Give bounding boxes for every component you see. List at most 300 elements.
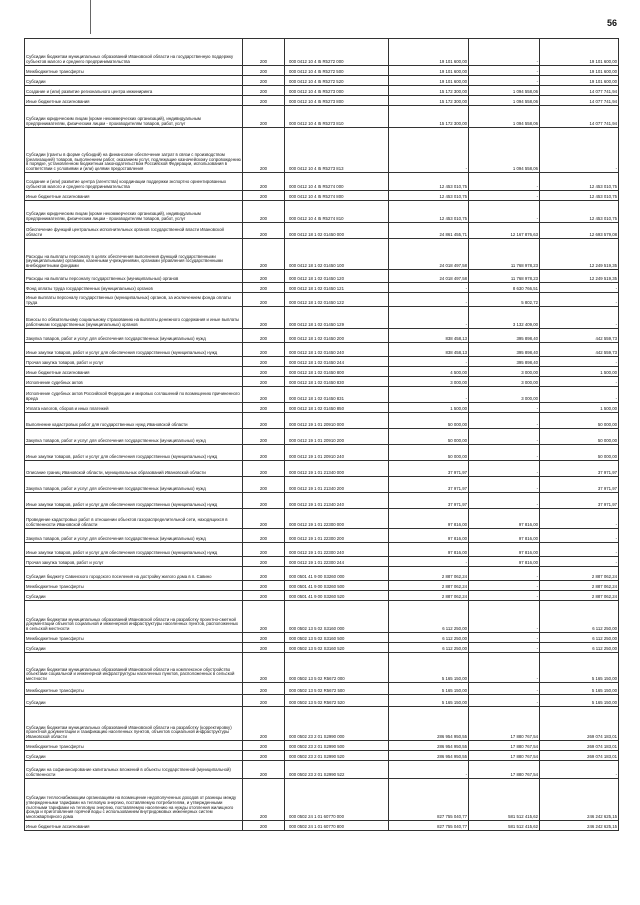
table-row [25, 461, 619, 477]
row-code: 200 [243, 429, 285, 445]
row-kbk: 000 0412 18 1 02 01450 240 [285, 343, 389, 357]
row-name: Уплата налогов, сборов и иных платежей [25, 403, 243, 413]
row-assigned: 50 000,00 [389, 413, 469, 429]
row-remaining: - [540, 543, 619, 557]
row-name: Закупка товаров, работ и услуг для обеспечения государственных (муниципальных) нужд [25, 477, 243, 493]
row-remaining: 269 074 183,01 [540, 707, 619, 741]
row-executed: 3 000,00 [469, 377, 540, 387]
row-executed: 97 816,00 [469, 557, 540, 567]
row-kbk: 000 0502 13 5 02 S3160 520 [285, 643, 389, 653]
row-name: Закупка товаров, работ и услуг для обеспечения государственных (муниципальных) нужд [25, 529, 243, 543]
row-name: Субсидии бюджетам муниципальных образований Ивановской области на государственную поддержку субъектов малого и среднего предпринимательства [25, 39, 243, 66]
row-code: 200 [243, 707, 285, 741]
row-remaining: 37 971,97 [540, 477, 619, 493]
row-remaining: 19 101 600,00 [540, 39, 619, 66]
row-code: 200 [243, 66, 285, 76]
table-row [25, 779, 619, 821]
row-kbk: 000 0412 10 4 I5 R5272 000 [285, 39, 389, 66]
row-name: Описание границ Ивановской области, муниципальных образований Ивановской области [25, 461, 243, 477]
row-code: 200 [243, 741, 285, 751]
table-row [25, 445, 619, 461]
table-row [25, 413, 619, 429]
row-kbk: 000 0412 10 4 I5 R5273 800 [285, 96, 389, 106]
row-name: Субсидии [25, 751, 243, 761]
row-assigned: 838 458,13 [389, 329, 469, 343]
row-kbk: 000 0412 19 1 01 21340 200 [285, 477, 389, 493]
row-executed: - [469, 403, 540, 413]
table-row [25, 821, 619, 831]
row-code: 200 [243, 493, 285, 509]
row-assigned: 286 954 950,55 [389, 707, 469, 741]
row-executed: 11 768 978,23 [469, 270, 540, 283]
row-code: 200 [243, 86, 285, 96]
table-row [25, 307, 619, 329]
row-remaining: 14 077 741,94 [540, 86, 619, 96]
row-kbk: 000 0412 19 1 01 20910 240 [285, 445, 389, 461]
table-row [25, 173, 619, 191]
row-kbk: 000 0412 19 1 01 22300 200 [285, 529, 389, 543]
row-code: 200 [243, 529, 285, 543]
row-assigned: 97 816,00 [389, 543, 469, 557]
row-remaining: - [540, 128, 619, 173]
budget-execution-table [24, 38, 619, 831]
row-name: Иные закупки товаров, работ и услуг для обеспечения государственных (муниципальных) нужд [25, 343, 243, 357]
row-name: Иные закупки товаров, работ и услуг для обеспечения государственных (муниципальных) нужд [25, 543, 243, 557]
table-row [25, 76, 619, 86]
row-code: 200 [243, 445, 285, 461]
row-code: 200 [243, 413, 285, 429]
table-row [25, 429, 619, 445]
row-name: Межбюджетные трансферты [25, 683, 243, 695]
row-executed: 97 816,00 [469, 529, 540, 543]
table-row [25, 653, 619, 683]
row-assigned: - [389, 357, 469, 367]
table-row [25, 293, 619, 307]
table-row [25, 493, 619, 509]
row-kbk: 000 0412 18 1 02 01450 200 [285, 329, 389, 343]
row-assigned: 4 500,00 [389, 367, 469, 377]
row-kbk: 000 0412 10 4 I5 R5273 000 [285, 86, 389, 96]
row-assigned: 1 500,00 [389, 403, 469, 413]
row-kbk: 000 0412 19 1 01 20910 000 [285, 413, 389, 429]
row-remaining: 5 165 150,00 [540, 683, 619, 695]
row-remaining: 12 249 519,35 [540, 239, 619, 270]
row-kbk: 000 0502 23 2 01 S2990 500 [285, 741, 389, 751]
row-name: Иные закупки товаров, работ и услуг для обеспечения государственных (муниципальных) нужд [25, 445, 243, 461]
row-assigned: 827 755 040,77 [389, 779, 469, 821]
table-row [25, 695, 619, 707]
row-name: Межбюджетные трансферты [25, 741, 243, 751]
row-remaining: - [540, 557, 619, 567]
row-name: Закупка товаров, работ и услуг для обеспечения государственных (муниципальных) нужд [25, 429, 243, 445]
row-name: Исполнение судебных актов [25, 377, 243, 387]
row-remaining: 246 242 625,15 [540, 821, 619, 831]
row-assigned: 286 954 950,55 [389, 751, 469, 761]
row-kbk: 000 0412 18 1 02 01450 120 [285, 270, 389, 283]
row-code: 200 [243, 591, 285, 601]
table-row [25, 96, 619, 106]
row-executed: 11 768 978,23 [469, 239, 540, 270]
table-row [25, 683, 619, 695]
row-executed: 581 512 415,62 [469, 779, 540, 821]
row-kbk: 000 0412 19 1 01 20910 200 [285, 429, 389, 445]
row-kbk: 000 0412 10 4 I5 R5274 000 [285, 173, 389, 191]
row-assigned: 19 101 600,00 [389, 39, 469, 66]
row-code: 200 [243, 779, 285, 821]
row-remaining: 2 887 062,24 [540, 591, 619, 601]
scan-edge-mark [90, 0, 91, 34]
row-code: 200 [243, 543, 285, 557]
row-remaining: 5 165 150,00 [540, 695, 619, 707]
row-name: Создание и (или) развитие регионального центра инжиниринга [25, 86, 243, 96]
row-executed: 395 898,40 [469, 329, 540, 343]
row-executed: - [469, 413, 540, 429]
row-assigned: 37 971,97 [389, 461, 469, 477]
row-kbk: 000 0412 10 4 I5 R5274 800 [285, 191, 389, 201]
row-kbk: 000 0412 18 1 02 01450 830 [285, 377, 389, 387]
row-kbk: 000 0502 23 2 01 S2990 520 [285, 751, 389, 761]
row-name: Субсидии [25, 591, 243, 601]
row-code: 200 [243, 283, 285, 293]
row-kbk: 000 0412 10 4 I5 R5274 810 [285, 201, 389, 223]
row-code: 200 [243, 201, 285, 223]
row-code: 200 [243, 173, 285, 191]
table-row [25, 86, 619, 96]
table-row [25, 377, 619, 387]
row-code: 200 [243, 128, 285, 173]
row-executed: 97 816,00 [469, 543, 540, 557]
row-kbk: 000 0412 18 1 02 01450 129 [285, 307, 389, 329]
table-row [25, 403, 619, 413]
row-name: Расходы на выплаты персоналу государственных (муниципальных) органов [25, 270, 243, 283]
row-code: 200 [243, 239, 285, 270]
row-executed: - [469, 683, 540, 695]
row-kbk: 000 0412 18 1 02 01450 122 [285, 293, 389, 307]
row-assigned: 15 172 300,00 [389, 96, 469, 106]
row-code: 200 [243, 106, 285, 128]
row-kbk: 000 0502 24 1 01 60770 800 [285, 821, 389, 831]
row-remaining: 2 887 062,24 [540, 567, 619, 581]
table-row [25, 633, 619, 643]
row-executed: 5 802,72 [469, 293, 540, 307]
row-executed: - [469, 76, 540, 86]
row-name: Субсидии юридическим лицам (кроме некоммерческих организаций), индивидуальным предпринимателям, физическим лицам - производителям товаров, работ, услуг [25, 201, 243, 223]
row-name: Выполнение кадастровых работ для государственных нужд Ивановской области [25, 413, 243, 429]
row-name: Проведение кадастровых работ в отношении объектов газораспределительной сети, находящихся в собственности Ивановской области [25, 509, 243, 529]
row-assigned: 2 887 062,24 [389, 567, 469, 581]
row-remaining: - [540, 387, 619, 403]
row-remaining: 12 453 010,75 [540, 191, 619, 201]
row-remaining: 37 971,97 [540, 493, 619, 509]
row-assigned: 24 018 497,58 [389, 239, 469, 270]
row-name: Закупка товаров, работ и услуг для обеспечения государственных (муниципальных) нужд [25, 329, 243, 343]
row-assigned: 6 112 250,00 [389, 601, 469, 633]
row-code: 200 [243, 761, 285, 779]
row-remaining: - [540, 307, 619, 329]
row-remaining: - [540, 509, 619, 529]
row-remaining: 50 000,00 [540, 413, 619, 429]
row-name: Субсидии бюджетам муниципальных образований Ивановской области на разработку (корректировку) проектной документации и газификацию населенных пунктов, объектов социальной инфраструктуры Ивановской области [25, 707, 243, 741]
row-code: 200 [243, 96, 285, 106]
row-remaining: 12 453 010,75 [540, 201, 619, 223]
row-code: 200 [243, 653, 285, 683]
table-row [25, 270, 619, 283]
row-remaining: - [540, 293, 619, 307]
row-remaining: 1 500,00 [540, 403, 619, 413]
row-name: Прочая закупка товаров, работ и услуг [25, 557, 243, 567]
row-executed: 17 880 767,54 [469, 707, 540, 741]
row-remaining: 6 112 250,00 [540, 643, 619, 653]
page-number: 56 [607, 18, 618, 28]
row-remaining: - [540, 529, 619, 543]
table-row [25, 567, 619, 581]
row-code: 200 [243, 223, 285, 239]
row-assigned: 12 453 010,75 [389, 191, 469, 201]
table-row [25, 201, 619, 223]
table-row [25, 191, 619, 201]
table-row [25, 477, 619, 493]
row-code: 200 [243, 557, 285, 567]
row-kbk: 000 0412 18 1 02 01450 800 [285, 367, 389, 377]
table-row [25, 128, 619, 173]
row-code: 200 [243, 357, 285, 367]
row-kbk: 000 0412 18 1 02 01450 850 [285, 403, 389, 413]
row-executed: - [469, 445, 540, 461]
row-assigned: 37 971,97 [389, 493, 469, 509]
row-remaining: 442 559,73 [540, 343, 619, 357]
row-executed: 395 898,40 [469, 343, 540, 357]
row-kbk: 000 0412 19 1 01 22300 240 [285, 543, 389, 557]
row-executed: - [469, 493, 540, 509]
row-kbk: 000 0501 41 9 00 S3260 500 [285, 581, 389, 591]
row-remaining: 19 101 600,00 [540, 66, 619, 76]
row-assigned: - [389, 307, 469, 329]
row-executed: 12 167 876,63 [469, 223, 540, 239]
row-remaining: - [540, 283, 619, 293]
row-name: Межбюджетные трансферты [25, 633, 243, 643]
row-name: Межбюджетные трансферты [25, 66, 243, 76]
row-assigned: 37 971,97 [389, 477, 469, 493]
table-row [25, 283, 619, 293]
row-code: 200 [243, 821, 285, 831]
row-kbk: 000 0412 10 4 I5 R5272 520 [285, 76, 389, 86]
row-executed: 17 880 767,54 [469, 761, 540, 779]
table-row [25, 106, 619, 128]
row-code: 200 [243, 270, 285, 283]
row-assigned: 2 887 062,24 [389, 591, 469, 601]
row-assigned: 24 018 497,58 [389, 270, 469, 283]
row-remaining: 1 500,00 [540, 367, 619, 377]
row-remaining: 269 074 183,01 [540, 741, 619, 751]
row-executed: 8 630 766,51 [469, 283, 540, 293]
row-code: 200 [243, 695, 285, 707]
row-kbk: 000 0412 19 1 01 22300 000 [285, 509, 389, 529]
row-assigned: - [389, 128, 469, 173]
row-kbk: 000 0412 18 1 02 01450 244 [285, 357, 389, 367]
row-executed: - [469, 191, 540, 201]
row-remaining: 19 101 600,00 [540, 76, 619, 86]
row-remaining: 14 077 741,94 [540, 96, 619, 106]
table-row [25, 239, 619, 270]
row-name: Прочая закупка товаров, работ и услуг [25, 357, 243, 367]
row-assigned: 19 101 600,00 [389, 76, 469, 86]
row-remaining: 50 000,00 [540, 445, 619, 461]
row-name: Субсидии на софинансирование капитальных вложений в объекты государственной (муниципальной) собственности [25, 761, 243, 779]
row-code: 200 [243, 191, 285, 201]
row-code: 200 [243, 343, 285, 357]
row-name: Иные бюджетные ассигнования [25, 821, 243, 831]
row-assigned: - [389, 283, 469, 293]
table-row [25, 329, 619, 343]
row-code: 200 [243, 307, 285, 329]
row-remaining: 12 693 579,08 [540, 223, 619, 239]
row-kbk: 000 0502 13 5 02 R5672 000 [285, 653, 389, 683]
row-executed: - [469, 633, 540, 643]
row-name: Взносы по обязательному социальному страхованию на выплаты денежного содержания и иные выплаты работникам государственных (муниципальных) органов [25, 307, 243, 329]
row-remaining: 5 165 150,00 [540, 653, 619, 683]
table-row [25, 643, 619, 653]
row-kbk: 000 0502 13 5 02 S3160 500 [285, 633, 389, 643]
row-assigned: 286 954 950,55 [389, 741, 469, 751]
row-assigned: 5 165 150,00 [389, 653, 469, 683]
row-executed: 1 094 558,06 [469, 86, 540, 96]
row-executed: 97 816,00 [469, 509, 540, 529]
row-executed: - [469, 201, 540, 223]
row-remaining: 12 249 519,35 [540, 270, 619, 283]
table-row [25, 343, 619, 357]
table-row [25, 529, 619, 543]
row-assigned: 24 861 455,71 [389, 223, 469, 239]
row-assigned: 827 755 040,77 [389, 821, 469, 831]
row-assigned: 50 000,00 [389, 429, 469, 445]
row-code: 200 [243, 601, 285, 633]
row-remaining: 14 077 741,94 [540, 106, 619, 128]
table-row [25, 601, 619, 633]
row-name: Субсидии юридическим лицам (кроме некоммерческих организаций), индивидуальным предпринимателям, физическим лицам - производителям товаров, работ, услуг [25, 106, 243, 128]
row-executed: - [469, 477, 540, 493]
row-name: Иные бюджетные ассигнования [25, 96, 243, 106]
table-body [25, 39, 619, 831]
row-name: Обеспечение функций центральных исполнительных органов государственной власти Ивановской области [25, 223, 243, 239]
row-kbk: 000 0501 41 9 00 S3260 520 [285, 591, 389, 601]
row-code: 200 [243, 477, 285, 493]
row-kbk: 000 0502 23 2 01 S2990 522 [285, 761, 389, 779]
row-name: Иные бюджетные ассигнования [25, 191, 243, 201]
table-row [25, 357, 619, 367]
row-assigned: 12 453 010,75 [389, 201, 469, 223]
row-assigned: 5 165 150,00 [389, 695, 469, 707]
row-assigned: - [389, 293, 469, 307]
row-name: Субсидии бюджетам муниципальных образований Ивановской области на разработку проектно-сметной документации объектов социальной и инженерной инфраструктуры населенных пунктов, расположенных в сельской местности [25, 601, 243, 633]
row-executed: - [469, 429, 540, 445]
row-assigned: 50 000,00 [389, 445, 469, 461]
row-remaining: 37 971,97 [540, 461, 619, 477]
row-kbk: 000 0412 18 1 02 01450 121 [285, 283, 389, 293]
row-code: 200 [243, 461, 285, 477]
row-assigned: - [389, 761, 469, 779]
row-remaining: 6 112 250,00 [540, 633, 619, 643]
row-assigned: 97 816,00 [389, 509, 469, 529]
row-assigned: 6 112 250,00 [389, 633, 469, 643]
row-name: Субсидии [25, 695, 243, 707]
row-kbk: 000 0412 19 1 01 21340 000 [285, 461, 389, 477]
row-code: 200 [243, 293, 285, 307]
row-name: Иные закупки товаров, работ и услуг для обеспечения государственных (муниципальных) нужд [25, 493, 243, 509]
row-code: 200 [243, 377, 285, 387]
table-row [25, 557, 619, 567]
table-row [25, 543, 619, 557]
row-executed: 3 132 409,00 [469, 307, 540, 329]
row-code: 200 [243, 633, 285, 643]
row-executed: 395 898,40 [469, 357, 540, 367]
row-kbk: 000 0412 10 4 I5 R5273 810 [285, 106, 389, 128]
table-row [25, 39, 619, 66]
row-remaining: - [540, 377, 619, 387]
row-assigned: 838 458,13 [389, 343, 469, 357]
row-name: Субсидии [25, 643, 243, 653]
row-code: 200 [243, 367, 285, 377]
row-remaining: 246 242 625,15 [540, 779, 619, 821]
row-kbk: 000 0502 13 5 02 S3160 000 [285, 601, 389, 633]
row-assigned: - [389, 387, 469, 403]
row-kbk: 000 0412 18 1 02 01450 831 [285, 387, 389, 403]
row-code: 200 [243, 76, 285, 86]
row-kbk: 000 0412 10 4 I5 R5273 813 [285, 128, 389, 173]
table-row [25, 387, 619, 403]
row-assigned: 15 172 300,00 [389, 106, 469, 128]
row-assigned: 15 172 300,00 [389, 86, 469, 96]
table-row [25, 509, 619, 529]
row-name: Исполнение судебных актов Российской Федерации и мировых соглашений по возмещению причиненного вреда [25, 387, 243, 403]
row-code: 200 [243, 329, 285, 343]
table-row [25, 707, 619, 741]
row-assigned: 12 453 010,75 [389, 173, 469, 191]
table-row [25, 66, 619, 76]
row-code: 200 [243, 567, 285, 581]
row-kbk: 000 0412 19 1 01 22300 244 [285, 557, 389, 567]
row-executed: 581 512 415,62 [469, 821, 540, 831]
row-remaining: 12 453 010,75 [540, 173, 619, 191]
row-remaining: 269 074 183,01 [540, 751, 619, 761]
row-executed: 1 094 558,06 [469, 96, 540, 106]
row-assigned: 19 101 600,00 [389, 66, 469, 76]
row-executed: - [469, 461, 540, 477]
row-assigned: - [389, 557, 469, 567]
row-kbk: 000 0501 41 9 00 S3260 000 [285, 567, 389, 581]
row-name: Субсидия бюджету Савинского городского поселения на достройку жилого дома в п. Савино [25, 567, 243, 581]
row-kbk: 000 0502 24 1 01 60770 000 [285, 779, 389, 821]
row-code: 200 [243, 509, 285, 529]
row-name: Субсидии бюджетам муниципальных образований Ивановской области на комплексное обустройство объектами социальной и инженерной инфраструктуры населенных пунктов, расположенных в сельской местности [25, 653, 243, 683]
table-row [25, 761, 619, 779]
row-remaining: 6 112 250,00 [540, 601, 619, 633]
row-assigned: 2 887 062,24 [389, 581, 469, 591]
row-code: 200 [243, 403, 285, 413]
row-name: Создание и (или) развитие центра (агентства) координации поддержки экспортно ориентированных субъектов малого и среднего предпринимательства [25, 173, 243, 191]
row-code: 200 [243, 643, 285, 653]
row-remaining: 2 887 062,24 [540, 581, 619, 591]
row-kbk: 000 0412 18 1 02 01450 000 [285, 223, 389, 239]
row-remaining: 442 559,73 [540, 329, 619, 343]
row-executed: 17 880 767,54 [469, 751, 540, 761]
row-remaining: - [540, 761, 619, 779]
table-row [25, 591, 619, 601]
row-executed: 3 000,00 [469, 387, 540, 403]
row-remaining: - [540, 357, 619, 367]
row-assigned: 97 816,00 [389, 529, 469, 543]
row-executed: - [469, 695, 540, 707]
row-code: 200 [243, 683, 285, 695]
